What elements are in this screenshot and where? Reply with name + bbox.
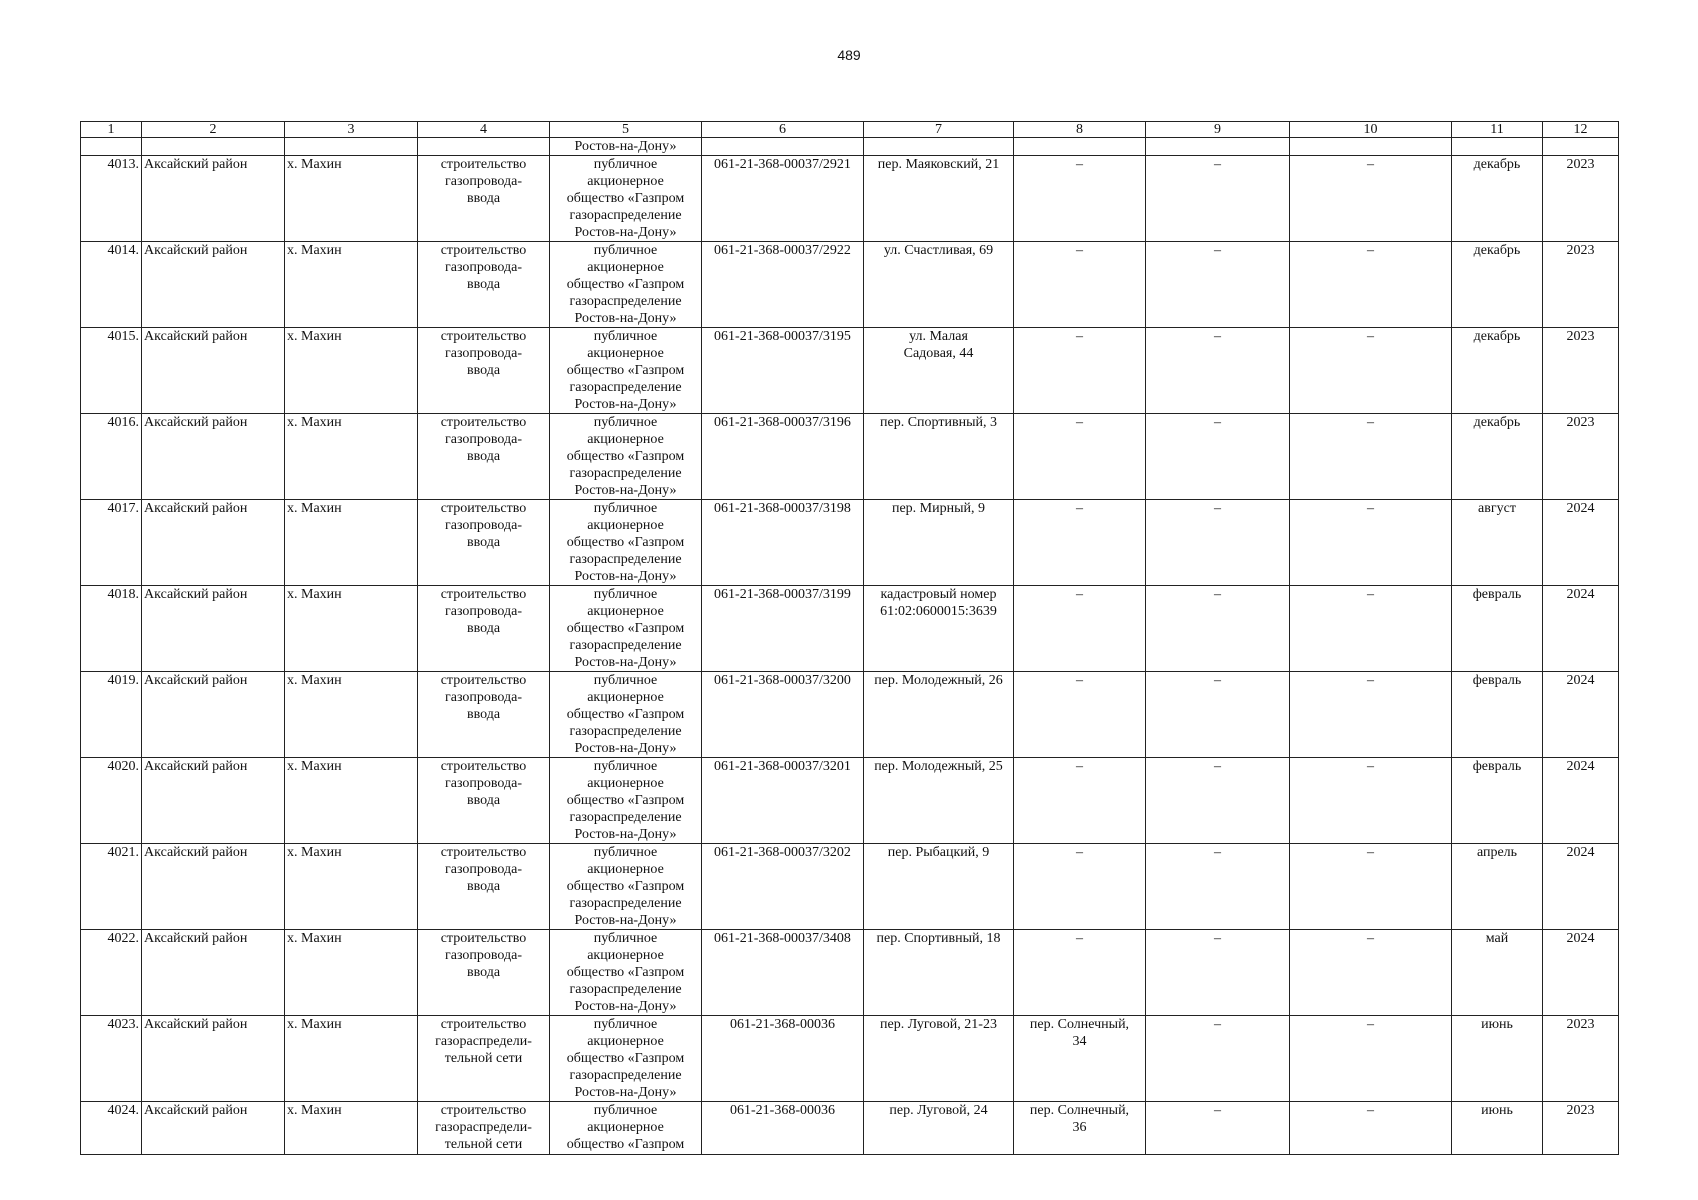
year-cell: 2024 [1543, 844, 1619, 930]
table-row [81, 586, 1619, 672]
work-type-cell: строительство газопровода- ввода [418, 844, 550, 930]
table-row [81, 758, 1619, 844]
work-type-cell: строительство газораспредели- тельной сети [418, 1016, 550, 1102]
district-cell: Аксайский район [142, 328, 285, 414]
table-row [81, 500, 1619, 586]
column-10-cell: – [1290, 1016, 1452, 1102]
locality-cell: х. Махин [285, 242, 418, 328]
table-row [81, 1016, 1619, 1102]
locality-cell: х. Махин [285, 328, 418, 414]
locality-cell: х. Махин [285, 930, 418, 1016]
registry-table [80, 121, 1619, 1155]
column-9-cell: – [1146, 586, 1290, 672]
column-9-cell: – [1146, 500, 1290, 586]
work-type-cell: строительство газопровода- ввода [418, 414, 550, 500]
column-header: 9 [1146, 122, 1290, 138]
column-10-cell: – [1290, 1102, 1452, 1155]
record-number: 4020. [81, 758, 142, 844]
month-cell: апрель [1452, 844, 1543, 930]
district-cell: Аксайский район [142, 758, 285, 844]
organization-cell: публичное акционерное общество «Газпром газораспределение Ростов-на-Дону» [550, 844, 702, 930]
record-number: 4018. [81, 586, 142, 672]
record-number: 4016. [81, 414, 142, 500]
column-8-cell: – [1014, 500, 1146, 586]
registry-code-cell: 061-21-368-00036 [702, 1016, 864, 1102]
work-type-cell: строительство газопровода- ввода [418, 758, 550, 844]
locality-cell: х. Махин [285, 672, 418, 758]
registry-code-cell: 061-21-368-00037/3202 [702, 844, 864, 930]
column-10-cell: – [1290, 328, 1452, 414]
district-cell: Аксайский район [142, 1102, 285, 1155]
column-10-cell: – [1290, 844, 1452, 930]
table-row [81, 930, 1619, 1016]
address-cell: ул. Счастливая, 69 [864, 242, 1014, 328]
locality-cell: х. Махин [285, 1016, 418, 1102]
work-type-cell: строительство газопровода- ввода [418, 500, 550, 586]
locality-cell: х. Махин [285, 414, 418, 500]
table-row [81, 414, 1619, 500]
record-number: 4023. [81, 1016, 142, 1102]
year-cell: 2024 [1543, 758, 1619, 844]
month-cell: декабрь [1452, 156, 1543, 242]
column-10-cell: – [1290, 672, 1452, 758]
column-header: 2 [142, 122, 285, 138]
month-cell: декабрь [1452, 242, 1543, 328]
column-8-cell: – [1014, 672, 1146, 758]
column-9-cell: – [1146, 328, 1290, 414]
column-8-cell: – [1014, 328, 1146, 414]
record-number: 4024. [81, 1102, 142, 1155]
continuation-org-text: Ростов-на-Дону» [550, 138, 702, 156]
locality-cell: х. Махин [285, 586, 418, 672]
locality-cell: х. Махин [285, 500, 418, 586]
column-10-cell: – [1290, 586, 1452, 672]
column-8-cell: – [1014, 414, 1146, 500]
locality-cell: х. Махин [285, 1102, 418, 1155]
column-10-cell: – [1290, 242, 1452, 328]
column-8-cell: пер. Солнечный, 36 [1014, 1102, 1146, 1155]
record-number: 4021. [81, 844, 142, 930]
registry-code-cell: 061-21-368-00037/3195 [702, 328, 864, 414]
table-row [81, 242, 1619, 328]
month-cell: февраль [1452, 672, 1543, 758]
registry-code-cell: 061-21-368-00036 [702, 1102, 864, 1155]
registry-code-cell: 061-21-368-00037/3200 [702, 672, 864, 758]
locality-cell: х. Махин [285, 844, 418, 930]
column-header: 10 [1290, 122, 1452, 138]
work-type-cell: строительство газораспредели- тельной сети [418, 1102, 550, 1155]
year-cell: 2023 [1543, 156, 1619, 242]
continuation-row [81, 138, 1619, 156]
column-header: 4 [418, 122, 550, 138]
month-cell: май [1452, 930, 1543, 1016]
column-9-cell: – [1146, 844, 1290, 930]
column-header: 11 [1452, 122, 1543, 138]
column-9-cell: – [1146, 156, 1290, 242]
month-cell: июнь [1452, 1016, 1543, 1102]
column-10-cell: – [1290, 758, 1452, 844]
district-cell: Аксайский район [142, 844, 285, 930]
record-number: 4017. [81, 500, 142, 586]
organization-cell: публичное акционерное общество «Газпром газораспределение Ростов-на-Дону» [550, 156, 702, 242]
locality-cell: х. Махин [285, 758, 418, 844]
registry-code-cell: 061-21-368-00037/3196 [702, 414, 864, 500]
column-header: 6 [702, 122, 864, 138]
column-9-cell: – [1146, 758, 1290, 844]
address-cell: пер. Молодежный, 26 [864, 672, 1014, 758]
column-header: 8 [1014, 122, 1146, 138]
district-cell: Аксайский район [142, 500, 285, 586]
registry-code-cell: 061-21-368-00037/3408 [702, 930, 864, 1016]
table-row [81, 156, 1619, 242]
work-type-cell: строительство газопровода- ввода [418, 242, 550, 328]
column-9-cell: – [1146, 414, 1290, 500]
district-cell: Аксайский район [142, 672, 285, 758]
work-type-cell: строительство газопровода- ввода [418, 328, 550, 414]
column-10-cell: – [1290, 500, 1452, 586]
column-9-cell: – [1146, 1016, 1290, 1102]
organization-cell: публичное акционерное общество «Газпром газораспределение Ростов-на-Дону» [550, 586, 702, 672]
record-number: 4015. [81, 328, 142, 414]
district-cell: Аксайский район [142, 1016, 285, 1102]
column-8-cell: – [1014, 758, 1146, 844]
year-cell: 2023 [1543, 242, 1619, 328]
record-number: 4013. [81, 156, 142, 242]
year-cell: 2023 [1543, 1016, 1619, 1102]
table-row [81, 1102, 1619, 1155]
column-header: 12 [1543, 122, 1619, 138]
year-cell: 2024 [1543, 672, 1619, 758]
record-number: 4019. [81, 672, 142, 758]
organization-cell: публичное акционерное общество «Газпром газораспределение Ростов-на-Дону» [550, 500, 702, 586]
year-cell: 2023 [1543, 328, 1619, 414]
month-cell: июнь [1452, 1102, 1543, 1155]
organization-cell: публичное акционерное общество «Газпром газораспределение Ростов-на-Дону» [550, 1016, 702, 1102]
organization-cell: публичное акционерное общество «Газпром [550, 1102, 702, 1155]
year-cell: 2023 [1543, 414, 1619, 500]
district-cell: Аксайский район [142, 414, 285, 500]
district-cell: Аксайский район [142, 930, 285, 1016]
address-cell: пер. Рыбацкий, 9 [864, 844, 1014, 930]
work-type-cell: строительство газопровода- ввода [418, 930, 550, 1016]
column-10-cell: – [1290, 414, 1452, 500]
column-9-cell: – [1146, 930, 1290, 1016]
column-8-cell: – [1014, 844, 1146, 930]
year-cell: 2024 [1543, 930, 1619, 1016]
column-8-cell: – [1014, 242, 1146, 328]
registry-code-cell: 061-21-368-00037/3199 [702, 586, 864, 672]
address-cell: ул. Малая Садовая, 44 [864, 328, 1014, 414]
year-cell: 2024 [1543, 500, 1619, 586]
work-type-cell: строительство газопровода- ввода [418, 586, 550, 672]
column-header: 5 [550, 122, 702, 138]
address-cell: кадастровый номер 61:02:0600015:3639 [864, 586, 1014, 672]
district-cell: Аксайский район [142, 586, 285, 672]
column-header: 1 [81, 122, 142, 138]
column-9-cell: – [1146, 242, 1290, 328]
work-type-cell: строительство газопровода- ввода [418, 156, 550, 242]
month-cell: февраль [1452, 758, 1543, 844]
address-cell: пер. Луговой, 24 [864, 1102, 1014, 1155]
work-type-cell: строительство газопровода- ввода [418, 672, 550, 758]
year-cell: 2023 [1543, 1102, 1619, 1155]
address-cell: пер. Спортивный, 3 [864, 414, 1014, 500]
column-number-header-row [81, 122, 1619, 138]
record-number: 4014. [81, 242, 142, 328]
organization-cell: публичное акционерное общество «Газпром газораспределение Ростов-на-Дону» [550, 930, 702, 1016]
month-cell: декабрь [1452, 328, 1543, 414]
record-number: 4022. [81, 930, 142, 1016]
column-header: 3 [285, 122, 418, 138]
column-8-cell: – [1014, 586, 1146, 672]
organization-cell: публичное акционерное общество «Газпром газораспределение Ростов-на-Дону» [550, 672, 702, 758]
organization-cell: публичное акционерное общество «Газпром газораспределение Ростов-на-Дону» [550, 414, 702, 500]
column-8-cell: пер. Солнечный, 34 [1014, 1016, 1146, 1102]
registry-code-cell: 061-21-368-00037/2922 [702, 242, 864, 328]
column-10-cell: – [1290, 156, 1452, 242]
address-cell: пер. Спортивный, 18 [864, 930, 1014, 1016]
address-cell: пер. Мирный, 9 [864, 500, 1014, 586]
table-row [81, 844, 1619, 930]
column-9-cell: – [1146, 672, 1290, 758]
address-cell: пер. Луговой, 21-23 [864, 1016, 1014, 1102]
district-cell: Аксайский район [142, 242, 285, 328]
month-cell: декабрь [1452, 414, 1543, 500]
column-9-cell: – [1146, 1102, 1290, 1155]
organization-cell: публичное акционерное общество «Газпром газораспределение Ростов-на-Дону» [550, 328, 702, 414]
column-8-cell: – [1014, 930, 1146, 1016]
address-cell: пер. Молодежный, 25 [864, 758, 1014, 844]
registry-code-cell: 061-21-368-00037/2921 [702, 156, 864, 242]
district-cell: Аксайский район [142, 156, 285, 242]
registry-code-cell: 061-21-368-00037/3201 [702, 758, 864, 844]
page-number: 489 [837, 47, 861, 63]
organization-cell: публичное акционерное общество «Газпром газораспределение Ростов-на-Дону» [550, 758, 702, 844]
table-row [81, 328, 1619, 414]
column-10-cell: – [1290, 930, 1452, 1016]
table-row [81, 672, 1619, 758]
column-8-cell: – [1014, 156, 1146, 242]
locality-cell: х. Махин [285, 156, 418, 242]
month-cell: август [1452, 500, 1543, 586]
organization-cell: публичное акционерное общество «Газпром газораспределение Ростов-на-Дону» [550, 242, 702, 328]
month-cell: февраль [1452, 586, 1543, 672]
year-cell: 2024 [1543, 586, 1619, 672]
address-cell: пер. Маяковский, 21 [864, 156, 1014, 242]
column-header: 7 [864, 122, 1014, 138]
registry-code-cell: 061-21-368-00037/3198 [702, 500, 864, 586]
